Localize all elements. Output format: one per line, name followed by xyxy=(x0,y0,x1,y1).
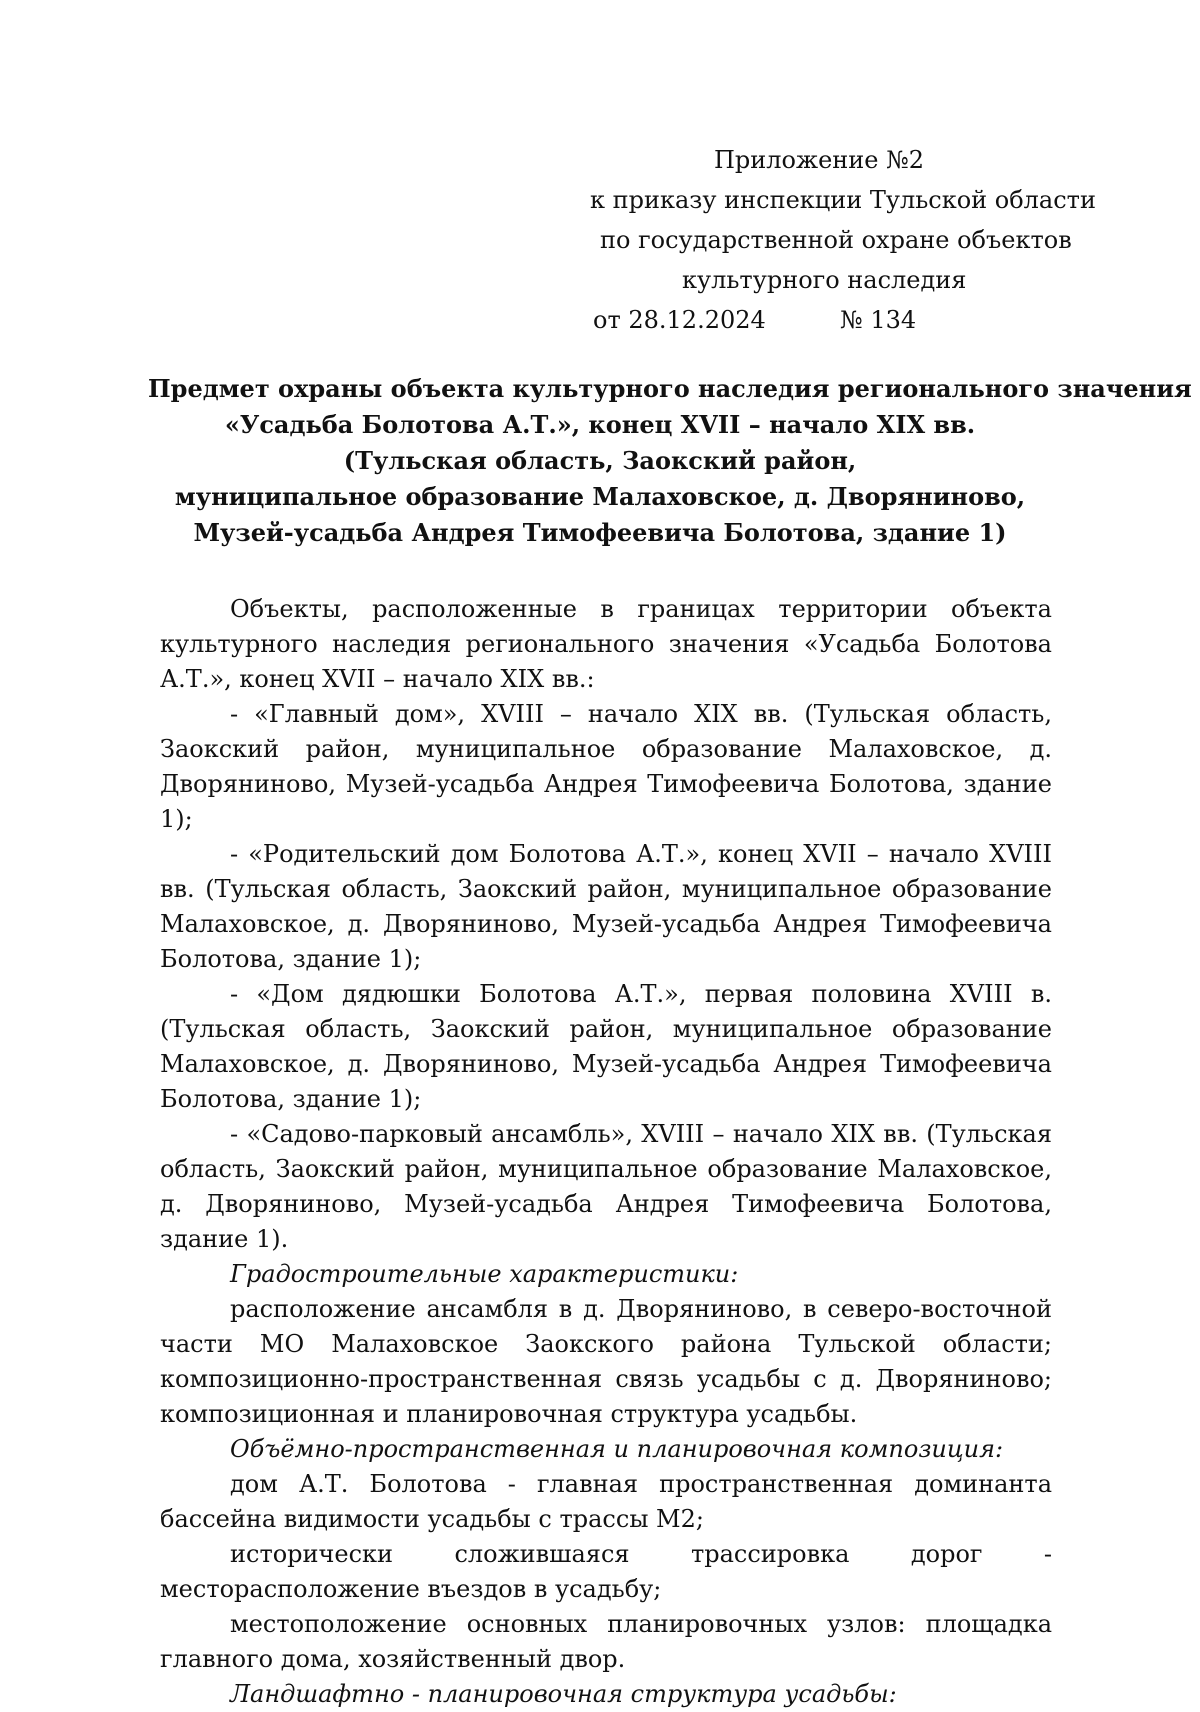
inspection-name-cont: культурного наследия xyxy=(682,266,967,294)
object-list-item: - «Родительский дом Болотова А.Т.», конец XVII – начало XVIII вв. (Тульская область, Заокский район, муниципальное образование Малаховское, д. Дворяниново, Музей-усадьба Андрея Тимофеевича Болотова, здание 1); xyxy=(160,840,1052,973)
title-line: Предмет охраны объекта культурного наследия регионального значения xyxy=(148,374,1192,403)
object-list-item: - «Дом дядюшки Болотова А.Т.», первая половина XVIII в. (Тульская область, Заокский район, муниципальное образование Малаховское, д. Дворяниново, Музей-усадьба Андрея Тимофеевича Болотова, здание 1); xyxy=(160,980,1052,1113)
title-line: (Тульская область, Заокский район, xyxy=(343,446,857,475)
intro-paragraph: Объекты, расположенные в границах территории объекта культурного наследия регионального значения «Усадьба Болотова А.Т.», конец XVII – начало XIX вв.: xyxy=(160,595,1052,693)
appendix-header xyxy=(590,140,1096,340)
object-list-item: - «Главный дом», XVIII – начало XIX вв. (Тульская область, Заокский район, муниципальное образование Малаховское, д. Дворяниново, Музей-усадьба Андрея Тимофеевича Болотова, здание 1); xyxy=(160,700,1052,833)
document-title xyxy=(148,371,1192,551)
urban-paragraph: расположение ансамбля в д. Дворяниново, в северо-восточной части МО Малаховское Заокского района Тульской области; композиционно-пространственная связь усадьбы с д. Дворяниново; композиционная и планировочная структура усадьбы. xyxy=(160,1295,1052,1428)
volume-paragraph: местоположение основных планировочных узлов: площадка главного дома, хозяйственный двор. xyxy=(160,1610,1052,1673)
document-body xyxy=(160,592,1052,1712)
volume-paragraph: исторически сложившаяся трассировка дорог - месторасположение въездов в усадьбу; xyxy=(160,1540,1052,1603)
order-date-number-line xyxy=(590,300,1010,340)
volume-paragraph: дом А.Т. Болотова - главная пространственная доминанта бассейна видимости усадьбы с трассы М2; xyxy=(160,1470,1052,1533)
order-number: № 134 xyxy=(840,306,917,334)
section-heading-landscape: Ландшафтно - планировочная структура усадьбы: xyxy=(230,1680,897,1708)
title-line: «Усадьба Болотова А.Т.», конец XVII – начало XIX вв. xyxy=(224,410,976,439)
order-date: от 28.12.2024 xyxy=(593,306,766,334)
title-line: Музей-усадьба Андрея Тимофеевича Болотова, здание 1) xyxy=(193,518,1007,547)
section-heading-urban: Градостроительные характеристики: xyxy=(230,1260,739,1288)
object-list-item: - «Садово-парковый ансамбль», XVIII – начало XIX вв. (Тульская область, Заокский район, муниципальное образование Малаховское, д. Дворяниново, Музей-усадьба Андрея Тимофеевича Болотова, здание 1). xyxy=(160,1120,1052,1253)
section-heading-volume: Объёмно-пространственная и планировочная композиция: xyxy=(230,1435,1004,1463)
inspection-name: по государственной охране объектов xyxy=(600,226,1072,254)
appendix-number: Приложение №2 xyxy=(714,146,925,174)
title-line: муниципальное образование Малаховское, д. Дворяниново, xyxy=(174,482,1026,511)
order-reference: к приказу инспекции Тульской области xyxy=(590,186,1096,214)
